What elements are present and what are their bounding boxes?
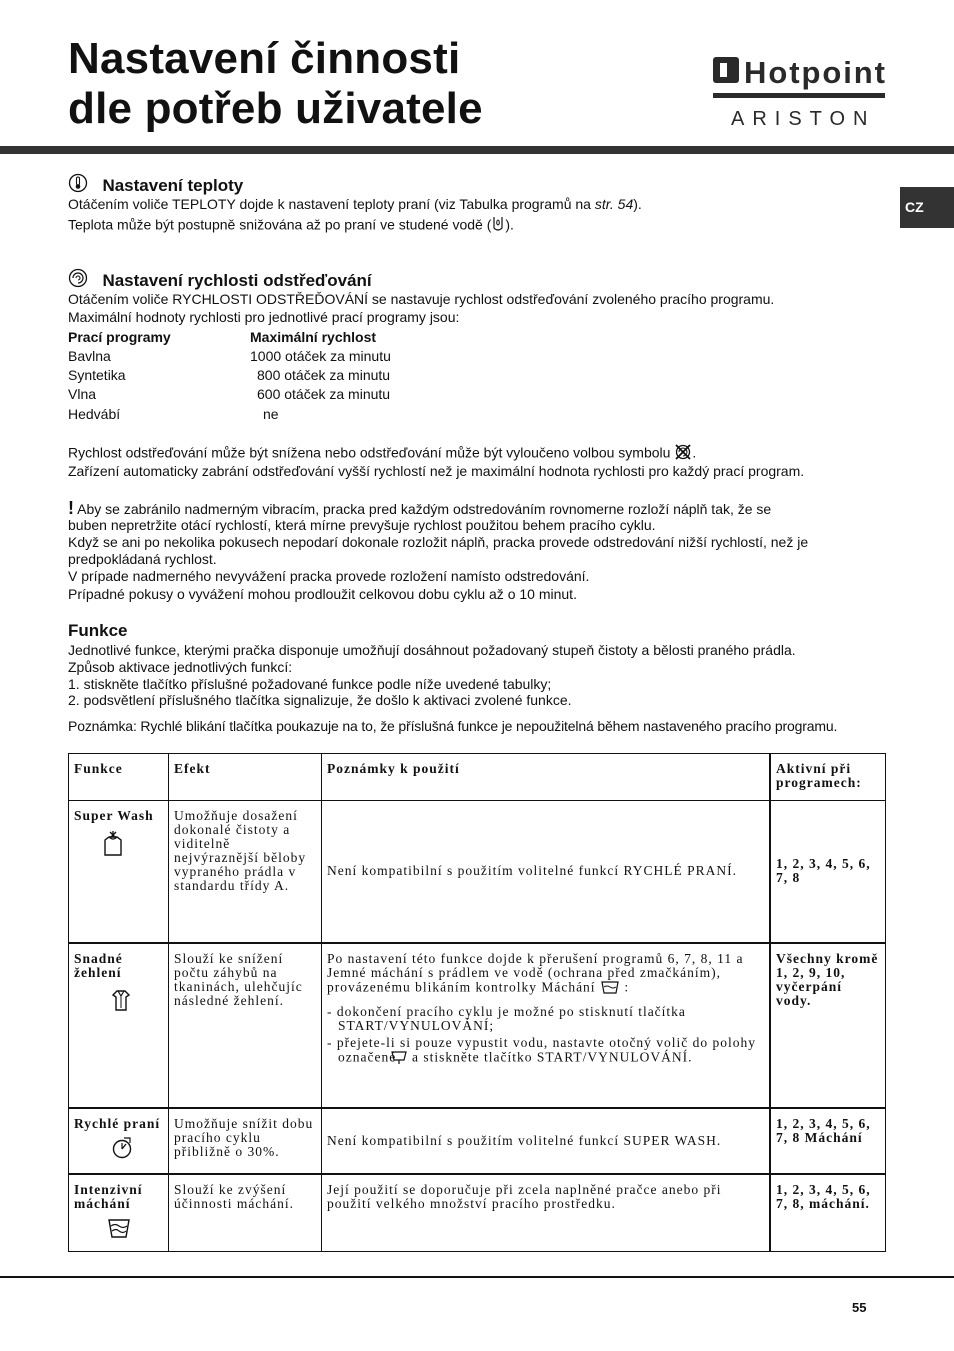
- effect-cell: Umožňuje dosažení dokonalé čistoty a viditelně nejvýraznější běloby vypraného prádla v standardu třídy A.: [169, 801, 322, 943]
- functions-text-2: Způsob aktivace jednotlivých funkcí:: [68, 659, 293, 675]
- quick-wash-icon: [111, 1137, 163, 1162]
- speed-program: Syntetika: [68, 367, 126, 383]
- functions-step-1: 1. stiskněte tlačítko příslušné požadované funkce podle níže uvedené tabulky;: [68, 676, 552, 692]
- function-name-cell: [69, 943, 169, 1108]
- speed-value: 600 otáček za minutu: [257, 386, 391, 402]
- super-wash-icon: [100, 831, 163, 860]
- notes-cell: Není kompatibilní s použitím volitelné funkcí SUPER WASH.: [322, 1108, 771, 1174]
- function-name-cell: [69, 1174, 169, 1252]
- notes-cell: Není kompatibilní s použitím volitelné funkcí RYCHLÉ PRANÍ.: [322, 801, 771, 943]
- speed-col-header-program: Prací programy: [68, 329, 171, 345]
- warning-line-5: V prípade nadmerného nevyvážení pracka provede rozložení namísto odstredování.: [68, 568, 590, 584]
- speed-value: 800 otáček za minutu: [257, 367, 391, 383]
- page-number: 55: [852, 1300, 867, 1315]
- table-header-row: [69, 754, 886, 801]
- functions-note: Poznámka: Rychlé blikání tlačítka poukazuje na to, že příslušná funkce je nepoužitelná během nastaveného pracího programu.: [68, 718, 838, 734]
- temperature-text-1: Otáčením voliče TEPLOTY dojde k nastavení teploty praní (viz Tabulka programů na str. 54).: [68, 196, 642, 212]
- notes-intro: Po nastavení této funkce dojde k přerušení programů 6, 7, 8, 11 a Jemné máchání s prádlem ve vodě (ochrana před zmačkáním), provázenému blikáním kontrolky Máchání :: [327, 952, 764, 997]
- effect-cell: Slouží ke zvýšení účinnosti máchání.: [169, 1174, 322, 1252]
- speed-value: ne: [263, 406, 279, 422]
- spin-heading: Nastavení rychlosti odstřeďování: [102, 270, 372, 290]
- footer-divider: [0, 1276, 954, 1278]
- functions-text-1: Jednotlivé funkce, kterými pračka disponuje umožňují dosáhnout požadovaný stupeň čistoty a bělosti praného prádla.: [68, 642, 796, 658]
- header-cell: Funkce: [69, 754, 169, 801]
- spin-note-2: Zařízení automaticky zabrání odstřeďování vyšší rychlostí než je maximální hodnota rychlosti pro každý prací program.: [68, 463, 805, 479]
- programs-cell: 1, 2, 3, 4, 5, 6, 7, 8, máchání.: [770, 1174, 886, 1252]
- notes-cell: Její použití se doporučuje při zcela naplněné pračce anebo při použití velkého množství pracího prostředku.: [322, 1174, 771, 1252]
- programs-cell: 1, 2, 3, 4, 5, 6, 7, 8 Máchání: [770, 1108, 886, 1174]
- rinse-icon: [600, 980, 620, 997]
- temperature-text-2: Teplota může být postupně snižována až po praní ve studené vodě ( ).: [68, 216, 514, 236]
- language-tab: CZ: [900, 187, 954, 228]
- svg-text:ARISTON: ARISTON: [731, 108, 869, 130]
- speed-program: Bavlna: [68, 348, 111, 364]
- function-name: Super Wash: [74, 808, 154, 823]
- spin-heading-row: [68, 268, 372, 293]
- warning-line-1: ! Aby se zabránilo nadmerným vibracím, pracka pred každým odstredováním rovnomerne rozloží náplň tak, že se: [68, 498, 772, 518]
- table-row: [69, 943, 886, 1108]
- temperature-heading-row: [68, 173, 243, 198]
- temperature-heading: Nastavení teploty: [102, 175, 244, 195]
- drain-icon: [401, 1050, 408, 1067]
- effect-cell: Umožňuje snížit dobu pracího cyklu přibližně o 30%.: [169, 1108, 322, 1174]
- warning-line-6: Prípadné pokusy o vyvážení mohou prodloužit celkovou dobu cyklu až o 10 minut.: [68, 586, 577, 602]
- notes-bullet-1: - dokončení pracího cyklu je možné po stisknutí tlačítka START/VYNULOVÁNÍ;: [327, 1003, 686, 1033]
- easy-iron-icon: [109, 988, 163, 1015]
- hotpoint-ariston-logo: [712, 55, 886, 131]
- header-cell: Aktivní při programech:: [770, 754, 886, 801]
- spin-text-1: Otáčením voliče RYCHLOSTI ODSTŘEĎOVÁNÍ se nastavuje rychlost odstřeďování zvoleného pracího programu.: [68, 291, 775, 307]
- header-cell: Efekt: [169, 754, 322, 801]
- functions-step-2: 2. podsvětlení příslušného tlačítka signalizuje, že došlo k aktivaci zvolené funkce.: [68, 692, 572, 708]
- function-name: Snadné žehlení: [74, 950, 123, 980]
- warning-line-3: Když se ani po nekolika pokusech nepodarí dokonale rozložit náplň, pracka provede odstredování nižší rychlostí, než je: [68, 534, 809, 550]
- page-title: Nastavení činnosti dle potřeb uživatele: [68, 34, 483, 133]
- programs-cell: 1, 2, 3, 4, 5, 6, 7, 8: [770, 801, 886, 943]
- thermometer-icon: [68, 173, 90, 198]
- notes-bullet-2: - přejete-li si pouze vypustit vodu, nastavte otočný volič do polohy označené a stiskněte tlačítko START/VYNULOVÁNÍ.: [327, 1036, 764, 1067]
- spin-text-2: Maximální hodnoty rychlosti pro jednotlivé prací programy jsou:: [68, 309, 460, 325]
- programs-cell: Všechny kromě 1, 2, 9, 10, vyčerpání vody.: [770, 943, 886, 1108]
- table-row: [69, 1174, 886, 1252]
- spin-note-1: Rychlost odstřeďování může být snížena nebo odstřeďování může být vyloučeno volbou symbolu .: [68, 444, 696, 464]
- intensive-rinse-icon: [107, 1217, 163, 1242]
- warning-icon: !: [68, 498, 74, 518]
- speed-value: 1000 otáček za minutu: [250, 348, 391, 364]
- functions-table: [68, 753, 886, 1252]
- effect-cell: Slouží ke snížení počtu záhybů na tkaninách, ulehčujíc následné žehlení.: [169, 943, 322, 1108]
- speed-col-header-max: Maximální rychlost: [250, 329, 377, 345]
- speed-program: Vlna: [68, 386, 97, 402]
- table-row: [69, 801, 886, 943]
- functions-heading: Funkce: [68, 621, 128, 640]
- speed-program: Hedvábí: [68, 406, 121, 422]
- function-name: Intenzivní máchání: [74, 1181, 143, 1211]
- table-row: [69, 1108, 886, 1174]
- header-divider: [0, 146, 954, 154]
- warning-line-2: buben nepretržite otácí rychlostí, která mírne prevyšuje rychlost použitou behem pracího cyklu.: [68, 517, 656, 533]
- svg-text:Hotpoint: Hotpoint: [744, 55, 885, 90]
- header-cell: Poznámky k použití: [322, 754, 771, 801]
- cold-water-icon: [491, 216, 505, 236]
- function-name: Rychlé praní: [74, 1115, 161, 1131]
- function-name-cell: [69, 801, 169, 943]
- spin-icon: [68, 268, 90, 293]
- warning-line-4: predpokládaná rychlost.: [68, 551, 217, 567]
- function-name-cell: [69, 1108, 169, 1174]
- notes-cell: [322, 943, 771, 1108]
- no-spin-icon: [674, 444, 692, 464]
